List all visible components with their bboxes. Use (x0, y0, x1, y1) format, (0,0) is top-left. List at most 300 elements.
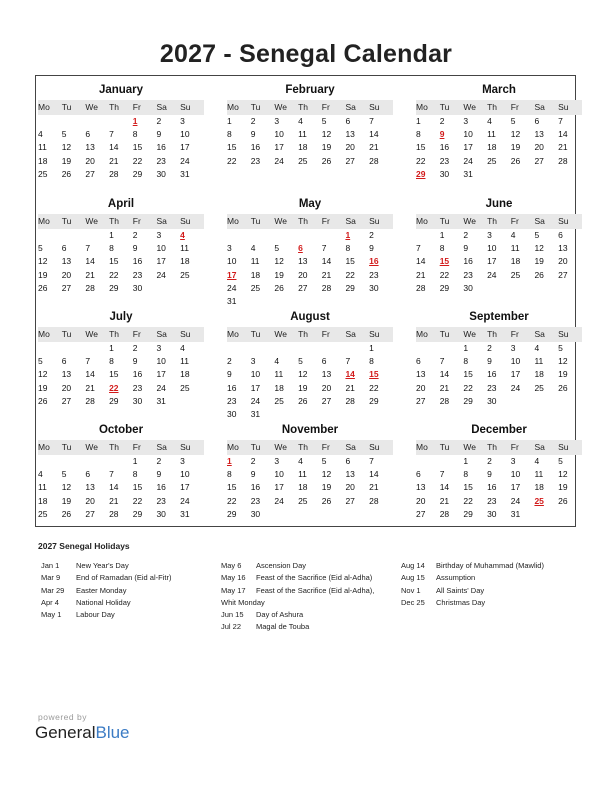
day-cell (534, 508, 558, 521)
day-cell: 5 (38, 356, 43, 367)
week-row (416, 155, 582, 168)
day-cell: 1 (463, 343, 469, 353)
day-cell: 9 (156, 469, 162, 480)
day-cell: 26 (510, 155, 521, 166)
week-row (227, 368, 393, 381)
day-cell: 21 (369, 142, 379, 153)
day-cell (322, 408, 346, 421)
day-cell: 5 (61, 469, 67, 480)
holidays-title: 2027 Senegal Holidays (38, 541, 130, 551)
week-row (227, 155, 393, 168)
weekday-label: Su (180, 329, 191, 339)
week-row (38, 128, 204, 141)
day-cell: 3 (510, 343, 516, 353)
day-cell: 19 (321, 482, 332, 493)
day-cell: 22 (439, 269, 450, 280)
weekday-label: We (463, 329, 476, 339)
weekday-label: Mo (416, 216, 428, 226)
weekday-label: Th (487, 329, 497, 339)
weekday-label: Sa (345, 442, 356, 452)
day-cell: 8 (109, 243, 114, 254)
holiday-item (401, 572, 544, 584)
day-cell: 29 (463, 395, 473, 406)
day-cell: 28 (345, 395, 355, 406)
weekday-header (416, 440, 582, 455)
weekday-label: Tu (250, 442, 261, 452)
weekday-label: Fr (132, 216, 141, 226)
day-cell: 8 (463, 469, 469, 480)
day-cell: 3 (274, 116, 280, 126)
week-row (38, 395, 204, 408)
day-cell: 11 (298, 129, 307, 140)
day-cell: 22 (227, 495, 237, 506)
day-cell: 17 (463, 142, 473, 153)
week-row (416, 282, 582, 295)
holiday-item (221, 572, 374, 584)
day-cell (62, 229, 86, 242)
weekday-label: Mo (227, 216, 239, 226)
day-cell (487, 168, 511, 181)
day-cell: 30 (250, 508, 261, 519)
day-cell: 26 (321, 155, 332, 166)
holiday-column (41, 560, 171, 621)
day-cell: 10 (227, 256, 237, 267)
day-cell: 11 (250, 256, 260, 267)
day-cell (274, 508, 298, 521)
month-name: August (290, 311, 330, 323)
holiday-day-cell: 1 (132, 116, 138, 126)
day-cell: 16 (487, 482, 497, 493)
holiday-name: Feast of the Sacrifice (Eid al-Adha), (256, 585, 375, 595)
day-cell (251, 295, 275, 308)
day-cell (85, 229, 109, 242)
weekday-label: Sa (534, 329, 545, 339)
day-cell: 2 (156, 456, 162, 466)
weekday-label: Fr (321, 102, 330, 112)
day-cell: 6 (558, 230, 563, 240)
holiday-name: Ascension Day (256, 561, 307, 570)
day-cell: 6 (345, 456, 351, 466)
day-cell: 12 (558, 356, 568, 367)
weekday-label: Th (109, 442, 119, 452)
brand-logo[interactable] (35, 723, 130, 743)
month-name: December (471, 424, 527, 436)
day-cell: 20 (345, 482, 355, 493)
weekday-label: Tu (439, 329, 450, 339)
day-cell: 2 (227, 356, 232, 367)
day-cell: 1 (227, 116, 232, 126)
day-cell: 24 (156, 269, 166, 280)
holiday-date: Dec 25 (401, 597, 425, 607)
holiday-item (41, 597, 171, 609)
holiday-item (401, 560, 544, 572)
day-cell: 20 (85, 155, 95, 166)
day-cell: 26 (38, 282, 48, 293)
weekday-label: Tu (61, 329, 72, 339)
day-cell: 7 (416, 243, 421, 254)
day-cell (62, 455, 86, 468)
day-cell (558, 508, 582, 521)
day-cell: 21 (558, 142, 568, 153)
day-cell: 21 (321, 269, 332, 280)
weekday-label: We (463, 442, 476, 452)
weekday-label: Th (298, 442, 308, 452)
holiday-date: May 17 (221, 585, 246, 595)
day-cell: 10 (250, 369, 261, 380)
day-cell: 7 (85, 356, 91, 367)
day-cell: 29 (109, 282, 119, 293)
day-cell: 25 (298, 495, 308, 506)
weekday-label: Su (369, 216, 380, 226)
brand-part-blue: Blue (95, 723, 130, 742)
day-cell: 19 (298, 382, 308, 393)
day-cell: 19 (510, 142, 521, 153)
day-cell: 9 (463, 243, 469, 254)
day-cell: 20 (85, 495, 95, 506)
day-cell: 28 (85, 395, 95, 406)
month-name: July (109, 311, 133, 323)
day-cell: 27 (416, 395, 426, 406)
holiday-item (221, 585, 374, 597)
day-cell (62, 342, 86, 355)
day-cell: 27 (345, 155, 355, 166)
day-cell: 20 (416, 382, 426, 393)
weekday-label: Fr (510, 442, 519, 452)
day-cell (298, 508, 322, 521)
weekday-label: We (85, 216, 98, 226)
day-cell: 7 (439, 356, 445, 367)
day-cell (534, 168, 558, 181)
week-row (38, 342, 204, 355)
day-cell: 14 (439, 369, 450, 380)
day-cell: 22 (109, 269, 119, 280)
day-cell: 14 (85, 369, 95, 380)
month-april (38, 196, 204, 295)
weekday-label: Sa (345, 329, 356, 339)
day-cell: 27 (61, 282, 72, 293)
day-cell: 24 (156, 382, 166, 393)
day-cell: 25 (487, 155, 497, 166)
day-cell (85, 115, 109, 128)
weekday-label: Mo (38, 442, 50, 452)
day-cell: 10 (274, 469, 284, 480)
day-cell: 15 (227, 142, 237, 153)
day-cell: 19 (61, 155, 72, 166)
weekday-header (227, 214, 393, 229)
day-cell: 5 (298, 356, 303, 367)
day-cell: 18 (298, 482, 308, 493)
day-cell: 12 (534, 243, 544, 254)
holiday-name: Birthday of Muhammad (Mawlid) (436, 561, 544, 570)
day-cell: 6 (345, 116, 351, 126)
week-row (227, 495, 393, 508)
day-cell (511, 395, 535, 408)
day-cell: 10 (463, 129, 473, 140)
day-cell: 12 (61, 142, 72, 153)
weekday-label: Mo (227, 329, 239, 339)
weekday-label: We (274, 216, 287, 226)
day-cell: 13 (85, 482, 95, 493)
day-cell: 22 (227, 155, 237, 166)
day-cell: 2 (487, 343, 492, 353)
weekday-label: Tu (61, 216, 72, 226)
week-row (227, 242, 393, 255)
day-cell: 7 (439, 469, 445, 480)
day-cell: 24 (180, 495, 190, 506)
day-cell (511, 282, 535, 295)
week-row (227, 408, 393, 421)
day-cell: 18 (534, 482, 544, 493)
weekday-label: Su (558, 102, 569, 112)
day-cell: 10 (156, 356, 166, 367)
day-cell: 24 (227, 282, 237, 293)
week-row (38, 282, 204, 295)
day-cell: 29 (439, 282, 450, 293)
week-row (227, 395, 393, 408)
day-cell: 26 (321, 495, 332, 506)
day-cell: 6 (416, 356, 421, 367)
weekday-label: We (85, 102, 98, 112)
day-cell (369, 295, 393, 308)
day-cell: 26 (274, 282, 284, 293)
holiday-day-cell: 25 (534, 495, 544, 506)
weekday-label: We (85, 442, 98, 452)
day-cell: 18 (38, 495, 48, 506)
holiday-name: Easter Monday (76, 585, 127, 595)
day-cell: 11 (38, 142, 47, 153)
week-row (227, 282, 393, 295)
week-row (38, 468, 204, 481)
weekday-label: We (85, 329, 98, 339)
day-cell: 27 (298, 282, 308, 293)
week-row (227, 115, 393, 128)
day-cell: 13 (61, 369, 72, 380)
day-cell: 3 (463, 116, 469, 126)
holiday-date: Apr 4 (41, 597, 59, 607)
month-december (416, 422, 582, 521)
weekday-header (38, 100, 204, 115)
day-cell: 16 (463, 256, 473, 267)
day-cell: 28 (85, 282, 95, 293)
holiday-name: Assumption (436, 573, 476, 583)
week-row (416, 255, 582, 268)
week-row (416, 229, 582, 242)
weekday-label: Sa (534, 102, 545, 112)
day-cell: 11 (180, 356, 189, 367)
day-cell: 7 (321, 243, 327, 254)
weekday-header (227, 440, 393, 455)
week-row (416, 368, 582, 381)
day-cell: 26 (61, 508, 72, 519)
weekday-label: Mo (416, 442, 428, 452)
month-name: June (485, 198, 513, 210)
day-cell: 14 (85, 256, 95, 267)
day-cell: 24 (510, 495, 521, 506)
day-cell: 4 (298, 116, 303, 126)
day-cell (345, 342, 369, 355)
week-row (227, 481, 393, 494)
day-cell: 12 (321, 129, 332, 140)
weekday-label: Su (558, 216, 569, 226)
holiday-name: New Year's Day (76, 561, 129, 570)
day-cell (369, 408, 393, 421)
day-cell: 25 (250, 282, 261, 293)
day-cell: 31 (180, 508, 190, 519)
weekday-label: Sa (534, 442, 545, 452)
day-cell: 17 (510, 482, 521, 493)
day-cell: 19 (38, 382, 48, 393)
day-cell: 10 (510, 469, 521, 480)
day-cell: 24 (487, 269, 497, 280)
weekday-label: Su (369, 102, 380, 112)
day-cell: 28 (439, 508, 450, 519)
holiday-item (401, 597, 544, 609)
holiday-day-cell: 6 (298, 243, 303, 254)
holiday-name: Feast of the Sacrifice (Eid al-Adha) (256, 573, 373, 583)
month-name: September (469, 311, 529, 323)
day-cell: 14 (439, 482, 450, 493)
day-cell (322, 229, 346, 242)
day-cell: 24 (510, 382, 521, 393)
day-cell: 9 (487, 356, 492, 367)
day-cell: 23 (439, 155, 450, 166)
weekday-label: Th (109, 216, 119, 226)
day-cell: 31 (510, 508, 521, 519)
day-cell: 21 (109, 495, 119, 506)
day-cell (274, 295, 298, 308)
day-cell: 14 (369, 129, 379, 140)
week-row (38, 355, 204, 368)
holiday-item (41, 609, 171, 621)
week-row (38, 115, 204, 128)
weekday-label: Sa (156, 329, 167, 339)
day-cell: 18 (180, 369, 190, 380)
weekday-label: Su (180, 442, 191, 452)
day-cell: 12 (558, 469, 568, 480)
day-cell: 12 (274, 256, 284, 267)
day-cell (369, 508, 393, 521)
day-cell (558, 168, 582, 181)
weekday-label: Fr (321, 329, 330, 339)
day-cell: 9 (369, 243, 374, 254)
day-cell: 23 (156, 155, 166, 166)
day-cell: 28 (439, 395, 450, 406)
day-cell: 3 (156, 343, 162, 353)
powered-by-text: powered by (38, 712, 87, 722)
day-cell: 22 (132, 155, 143, 166)
holiday-day-cell: 9 (439, 129, 445, 140)
week-row (38, 155, 204, 168)
day-cell: 5 (274, 243, 280, 254)
weekday-label: Th (487, 442, 497, 452)
day-cell (38, 115, 62, 128)
day-cell: 18 (38, 155, 48, 166)
day-cell: 17 (487, 256, 497, 267)
weekday-label: Mo (227, 102, 239, 112)
day-cell: 19 (534, 256, 544, 267)
day-cell: 21 (416, 269, 426, 280)
holiday-name: Whit Monday (221, 597, 265, 607)
day-cell (345, 408, 369, 421)
weekday-label: Th (487, 216, 497, 226)
day-cell: 31 (156, 395, 166, 406)
holiday-name: Magal de Touba (256, 622, 310, 632)
week-row (38, 242, 204, 255)
holiday-date: Aug 14 (401, 561, 425, 570)
weekday-label: Fr (132, 329, 141, 339)
week-row (38, 269, 204, 282)
day-cell: 16 (132, 256, 143, 267)
day-cell: 11 (180, 243, 189, 254)
day-cell: 8 (416, 129, 421, 140)
day-cell (534, 282, 558, 295)
month-july (38, 309, 204, 408)
week-row (416, 468, 582, 481)
day-cell: 31 (463, 168, 473, 179)
day-cell: 2 (369, 230, 374, 240)
weekday-label: We (463, 216, 476, 226)
week-row (38, 368, 204, 381)
day-cell: 13 (298, 256, 308, 267)
day-cell: 8 (227, 469, 232, 480)
day-cell: 30 (463, 282, 473, 293)
day-cell (109, 455, 133, 468)
day-cell: 14 (321, 256, 332, 267)
day-cell: 25 (38, 168, 48, 179)
weekday-label: Tu (439, 102, 450, 112)
weekday-label: Sa (345, 216, 356, 226)
day-cell: 22 (463, 495, 473, 506)
day-cell: 11 (487, 129, 496, 140)
weekday-label: Fr (510, 329, 519, 339)
holiday-date: May 1 (41, 610, 62, 620)
day-cell: 20 (61, 382, 72, 393)
day-cell: 23 (227, 395, 237, 406)
day-cell: 20 (321, 382, 332, 393)
week-row (416, 508, 582, 521)
weekday-label: Fr (132, 442, 141, 452)
holiday-column (221, 560, 374, 634)
weekday-label: Tu (250, 329, 261, 339)
day-cell: 8 (463, 356, 469, 367)
weekday-label: We (274, 329, 287, 339)
holiday-name: National Holiday (76, 597, 131, 607)
weekday-label: Tu (439, 442, 450, 452)
day-cell: 25 (274, 395, 284, 406)
day-cell: 21 (345, 382, 355, 393)
week-row (227, 355, 393, 368)
holiday-date: May 6 (221, 561, 242, 570)
day-cell: 14 (558, 129, 568, 140)
day-cell: 23 (487, 495, 497, 506)
day-cell (274, 229, 298, 242)
holiday-column (401, 560, 544, 609)
day-cell: 28 (109, 508, 119, 519)
day-cell: 27 (321, 395, 332, 406)
holiday-name: Labour Day (76, 610, 115, 620)
day-cell: 26 (558, 382, 568, 393)
day-cell: 27 (416, 508, 426, 519)
day-cell: 8 (132, 469, 138, 480)
day-cell: 24 (463, 155, 473, 166)
day-cell: 15 (227, 482, 237, 493)
day-cell: 28 (369, 155, 379, 166)
day-cell: 16 (439, 142, 450, 153)
weekday-header (416, 100, 582, 115)
day-cell: 3 (510, 456, 516, 466)
day-cell (345, 508, 369, 521)
holiday-day-cell: 1 (345, 230, 351, 240)
